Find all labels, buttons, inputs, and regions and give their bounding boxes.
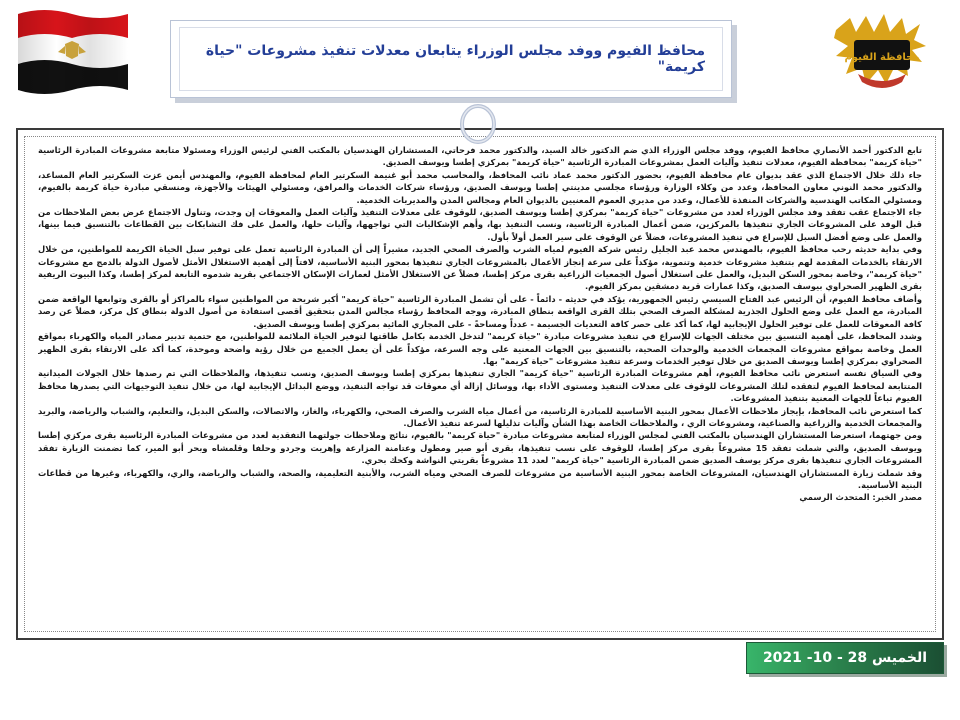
ring-ornament-icon: [452, 104, 504, 156]
paragraph: ومن جهتهما، استعرضا المستشاران الهندسيان بالمكتب الفني لمجلس الوزراء لمتابعة مشروعات مبادرة "حياة كريمة" بالفيوم، نتائج وملاحظات جولتهما التفقدية لعدد من مشروعات المبادرة الرئاسية بقرى مركزي إطسا ويوسف الصديق، والتي شملت تفقد 15 مشروعاً بقرى مركز إطسا، للوقوف على نسب تنفيذها، بقرى أبو صير ومطول وعتامنة المزارعة وإهريت وجردو وحلفا وقلمشاه وبحر أبو المير، كما تضمنت الزيارة تفقد المشروعات الجاري تنفيذها بقرى مركز يوسف الصديق ضمن المبادرة الرئاسية "حياة كريمة" لعدد 11 مشروعاً بقريتي النواشة وكحك بحري.: [38, 430, 922, 466]
headline-box: [170, 20, 732, 98]
date-banner: [746, 642, 944, 674]
publish-date: الخميس 28 - 10- 2021: [762, 650, 928, 666]
paragraph: وفي بداية حديثه رحب محافظ الفيوم، بالمهندس محمد عبد الجليل رئيس شركة الفيوم لمياه الشرب والصرف الصحي الجديد، مشيراً إلى أن المبادرة الرئاسية تعمل على توفير سبل الحياة الكريمة للمواطنين، من خلال الارتقاء بالخدمات المقدمة لهم بتنفيذ مشروعات خدمية وتنموية، مؤكداً على سرعة إنجاز الأعمال بالمشروعات الجاري تنفيذها بمحور البنية الأساسية، لافتاً إلى أهمية الاستغلال الأمثل لأصول الدولة بالدمج مع مشروعات "حياة كريمة"، وخاصة بمحور السكن البديل، والعمل على استغلال أصول الجمعيات الزراعية بقرى مركز إطسا، فضلاً عن الاستغلال الأمثل لعمارات الإسكان الاجتماعي بقرية شدموه التابعة لمركز إطسا، وكذا البيوت الريفية بقرى الظهير الصحراوي بيوسف الصديق، وكذا عمارات قرية دمشقين بمركز الفيوم.: [38, 244, 922, 292]
page-title: محافظ الفيوم ووفد مجلس الوزراء يتابعان معدلات تنفيذ مشروعات "حياة كريمة": [205, 43, 705, 75]
paragraph: وشدد المحافظ، على أهمية التنسيق بين مختلف الجهات للإسراع في تنفيذ مشروعات مبادرة "حياة كريمة" لتدخل الخدمة بكامل طاقتها لتوفير الحياة الملائمة للمواطنين، مع حتمية تدبير مصادر المياه والكهرباء بمواقع العمل وخاصة بمواقع مشروعات المجمعات الخدمية والوحدات الصحية، بالتنسيق بين الجهات المعنية على وجه السرعة، مؤكداً على أن يعمل الجميع من خلال رؤية واضحة وموحدة، كما أكد على الارتقاء بقرى الظهير الصحراوي بمركزي إطسا ويوسف الصديق من خلال توفير الخدمات وسرعة تنفيذ مشروعات "حياة كريمة" بها.: [38, 331, 922, 366]
egypt-flag-icon: [14, 6, 132, 98]
svg-text:محافظة الفيوم: محافظة الفيوم: [844, 52, 920, 63]
paragraph: وفي السياق نفسه استعرض نائب محافظ الفيوم، أهم مشروعات المبادرة الرئاسية "حياة كريمة" الجاري تنفيذها بمركزي إطسا ويوسف الصديق، ونسب تنفيذها، والملاحظات التي تم رصدها خلال الجولات الميدانية المتتابعة لمحافظ الفيوم لتفقده لتلك المشروعات للوقوف على معدلات التنفيذ ومستوى الأداء بها، ووسائل إزالة أي معوقات قد تواجه التنفيذ، ووضع البدائل الإيجابية لها، من خلال تنفيذ التوجيهات التي يصدرها محافظ الفيوم تباعاً للجهات المعنية بتنفيذ المشروعات.: [38, 368, 922, 404]
paragraph: تابع الدكتور أحمد الأنصاري محافظ الفيوم، ووفد مجلس الوزراء الذي ضم الدكتور خالد السيد، والدكتور محمد فرحاتي، المستشاران الهندسيان بالمكتب الفني لرئيس الوزراء ومسئولا متابعة مشروعات المبادرة الرئاسية "حياة كريمة" بمحافظة الفيوم، معدلات تنفيذ وآليات العمل بمشروعات المبادرة الرئاسية "حياة كريمة" بمركزي إطسا ويوسف الصديق.: [38, 145, 922, 168]
paragraph: جاء الاجتماع عقب تفقد وفد مجلس الوزراء لعدد من مشروعات "حياة كريمة" بمركزي إطسا ويوسف الصديق، للوقوف على معدلات التنفيذ وآليات العمل والمعوقات إن وجدت، وتناول الاجتماع عرض بعض الملاحظات من قبل الوفد على المشروعات الجاري تنفيذها بالمركزين، ضمن أعمال المبادرة الرئاسية، ونسب التنفيذ بها، وأهم الإشكاليات التي تواجهها، وآليات حلها، والعمل على فك التشابكات بين القطاعات بالتنسيق فيما بينها، والعمل على وضع أفضل السبل للإسراع في تنفيذ المشروعات، فضلاً عن الوقوف على سير العمل أولاً بأول.: [38, 207, 922, 242]
paragraph: جاء ذلك خلال الاجتماع الذي عقد بديوان عام محافظة الفيوم، بحضور الدكتور محمد عماد نائب المحافظ، والمحاسب محمد أبو غنيمة السكرتير العام لمحافظة الفيوم، والمهندس أيمن عزت السكرتير العام المساعد، والدكتور محمد النوني معاون المحافظ، وعدد من وكلاء الوزارة ورؤساء مجلسي مدينتي إطسا ويوسف الصديق، ورؤساء شركات الخدمات والمرافق، ومسئولي الهيئات والأجهزة، ومنسقي مبادرة حياة كريمة بالفيوم، ومسئولي المكاتب الهندسية والشركات المنفذة للأعمال، وعدد من مديري العموم المعنيين بالديوان العام ومجالس المدن والمديريات الخدمية.: [38, 169, 922, 205]
article-body: [38, 144, 922, 634]
paragraph: وقد شملت زيارة المستشاران الهندسيان، المشروعات الخاصة بمحور البنية الأساسية من مشروعات للصرف الصحي ومياه الشرب، والأبنية التعليمية، والصحة، والشباب والرياضة، والري، والكهرباء، وغيرها من قطاعات البنية الأساسية.: [38, 467, 922, 490]
paragraph: وأضاف محافظ الفيوم، أن الرئيس عبد الفتاح السيسي رئيس الجمهورية، يؤكد في حديثه - دائماً - على أن تشمل المبادرة الرئاسية "حياة كريمة" أكبر شريحة من المواطنين سواء بالمراكز أو بالقرى وتوابعها الواقعة ضمن المبادرة، مع العمل على وضع الحلول الجذرية لمشكلة الصرف الصحي بتلك القرى الواقعة بنطاق المبادرة، ووجه المحافظ رؤساء مجالس المدن بتحقيق أقصى استفادة من أصول الدولة بنطاق كل مركز، فضلاً عن رصد كافة المعوقات للعمل على توفير الحلول الإيجابية لها، كما أكد على حصر كافة التعديات الجسيمة - عدداً ومساحةً - على المجاري المائية بمركزي إطسا ويوسف الصديق.: [38, 293, 922, 329]
article-frame: [16, 128, 944, 640]
governorate-logo-icon: [828, 10, 934, 102]
news-source: مصدر الخبر: المتحدث الرسمي: [799, 492, 922, 503]
paragraph: كما استعرض نائب المحافظ، بإيجاز ملاحظات الأعمال بمحور البنية الأساسية للمبادرة الرئاسية، من أعمال مياه الشرب والصرف الصحي، والكهرباء، والغاز، والاتصالات، والسكن البديل، والتعليم، والشباب والرياضة، والبريد والمجمعات الخدمية والزراعية والصناعية، ومشروعات الري ، والملاحظات الخاصة بهذا الشأن وآليات تذليلها لسرعة تنفيذ الأعمال.: [38, 405, 922, 428]
